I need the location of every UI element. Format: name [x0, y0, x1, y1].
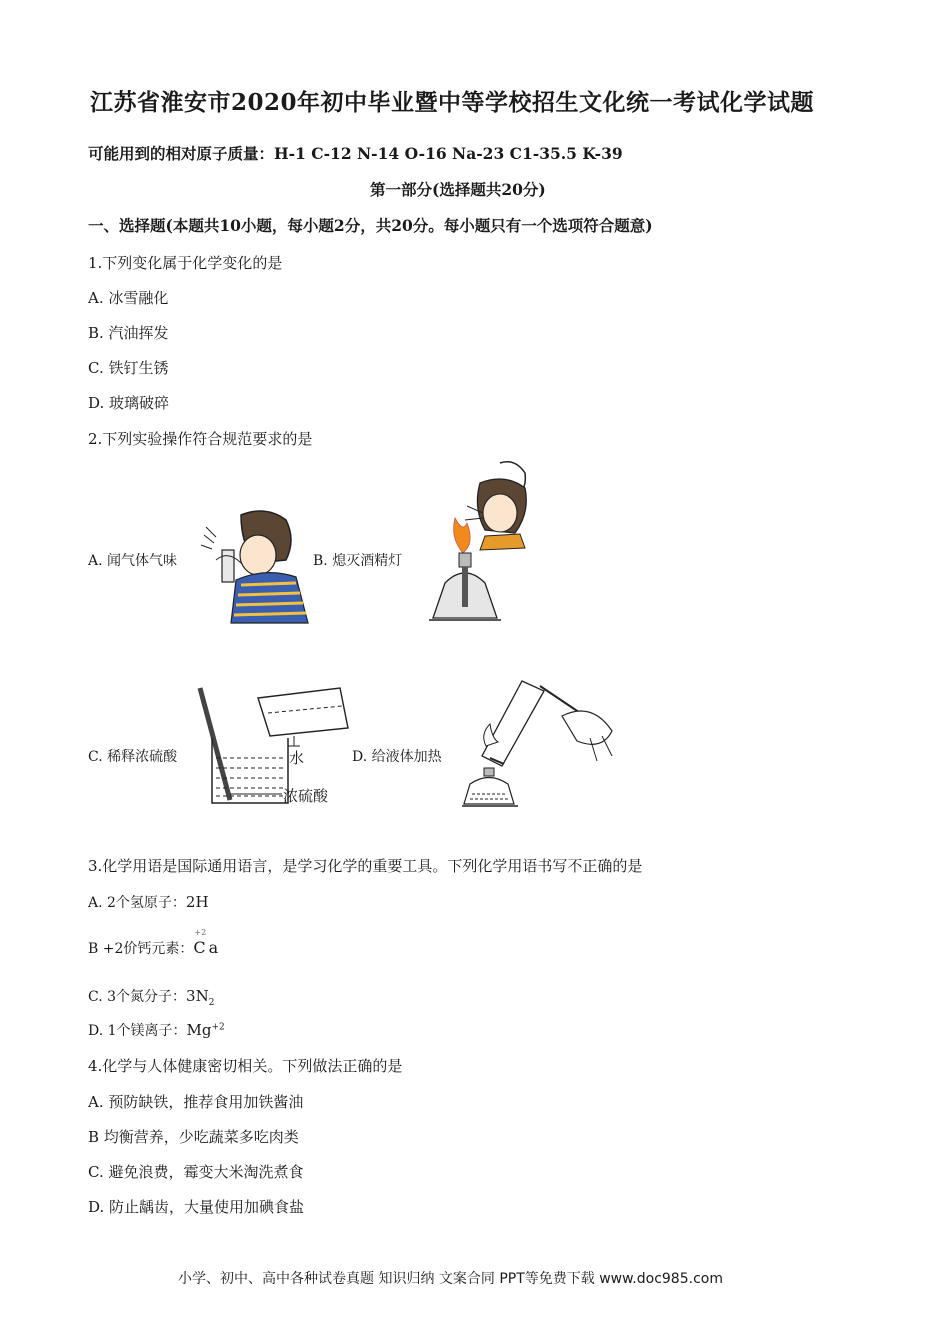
- q3-option-d-superscript: +2: [211, 1022, 225, 1033]
- q3-option-d: [88, 1020, 225, 1040]
- q3-option-d-value: Mg: [186, 1021, 212, 1039]
- q3-option-b-label: B +2价钙元素：: [88, 941, 194, 957]
- q2-option-d: D. 给液体加热: [352, 749, 442, 765]
- q3-option-c-subscript: 2: [208, 997, 215, 1008]
- q3-option-d-label: D. 1个镁离子：: [88, 1023, 187, 1039]
- q3-stem: 3.化学用语是国际通用语言，是学习化学的重要工具。下列化学用语书写不正确的是: [88, 857, 643, 875]
- q4-option-b: B 均衡营养，少吃蔬菜多吃肉类: [88, 1128, 299, 1146]
- q2-option-a: A. 闻气体气味: [88, 553, 178, 569]
- q2-option-b: B. 熄灭酒精灯: [313, 553, 403, 569]
- label-concentrated-acid: 浓硫酸: [283, 787, 329, 805]
- q1-option-d: D. 玻璃破碎: [88, 394, 170, 412]
- q1-stem: 1.下列变化属于化学变化的是: [88, 254, 283, 272]
- smell-gas-illustration: [196, 505, 316, 625]
- extinguish-lamp-illustration: [425, 458, 540, 628]
- q1-option-c: C. 铁钉生锈: [88, 359, 169, 377]
- footer-watermark: 小学、初中、高中各种试卷真题 知识归纳 文案合同 PPT等免费下载 www.doc985.com: [178, 1271, 723, 1287]
- q3-option-a-label: A. 2个氢原子：: [88, 895, 186, 911]
- q4-stem: 4.化学与人体健康密切相关。下列做法正确的是: [88, 1057, 403, 1075]
- q1-option-a: A. 冰雪融化: [88, 289, 169, 307]
- dilute-acid-illustration: [190, 668, 355, 813]
- heat-liquid-illustration: [462, 676, 622, 811]
- section-header: 一、选择题(本题共10小题，每小题2分，共20分。每小题只有一个选项符合题意): [88, 216, 653, 235]
- q3-option-a-value: 2H: [185, 893, 209, 911]
- label-water: 水: [289, 749, 305, 767]
- q2-stem: 2.下列实验操作符合规范要求的是: [88, 430, 313, 448]
- part-one-heading: 第一部分(选择题共20分): [370, 180, 546, 199]
- atomic-mass-line: 可能用到的相对原子质量：H-1 C-12 N-14 O-16 Na-23 C1-35.5 K-39: [88, 144, 623, 163]
- q3-option-c-label: C. 3个氮分子：: [88, 989, 187, 1005]
- valence-mark: +2: [194, 928, 207, 937]
- q3-option-b: [88, 928, 222, 958]
- q3-option-a: [88, 892, 209, 912]
- q4-option-a: A. 预防缺铁，推荐食用加铁酱油: [88, 1093, 304, 1111]
- q1-option-b: B. 汽油挥发: [88, 324, 169, 342]
- q3-option-c-value: 3N: [186, 987, 209, 1005]
- q3-option-c: [88, 986, 214, 1008]
- exam-title: 江苏省淮安市2020年初中毕业暨中等学校招生文化统一考试化学试题: [90, 89, 815, 116]
- calcium-valence-symbol: [193, 928, 222, 957]
- q4-option-c: C. 避免浪费，霉变大米淘洗煮食: [88, 1163, 304, 1181]
- q2-option-c: C. 稀释浓硫酸: [88, 749, 178, 765]
- calcium-symbol: Ca: [193, 938, 222, 957]
- q4-option-d: D. 防止龋齿，大量使用加碘食盐: [88, 1198, 305, 1216]
